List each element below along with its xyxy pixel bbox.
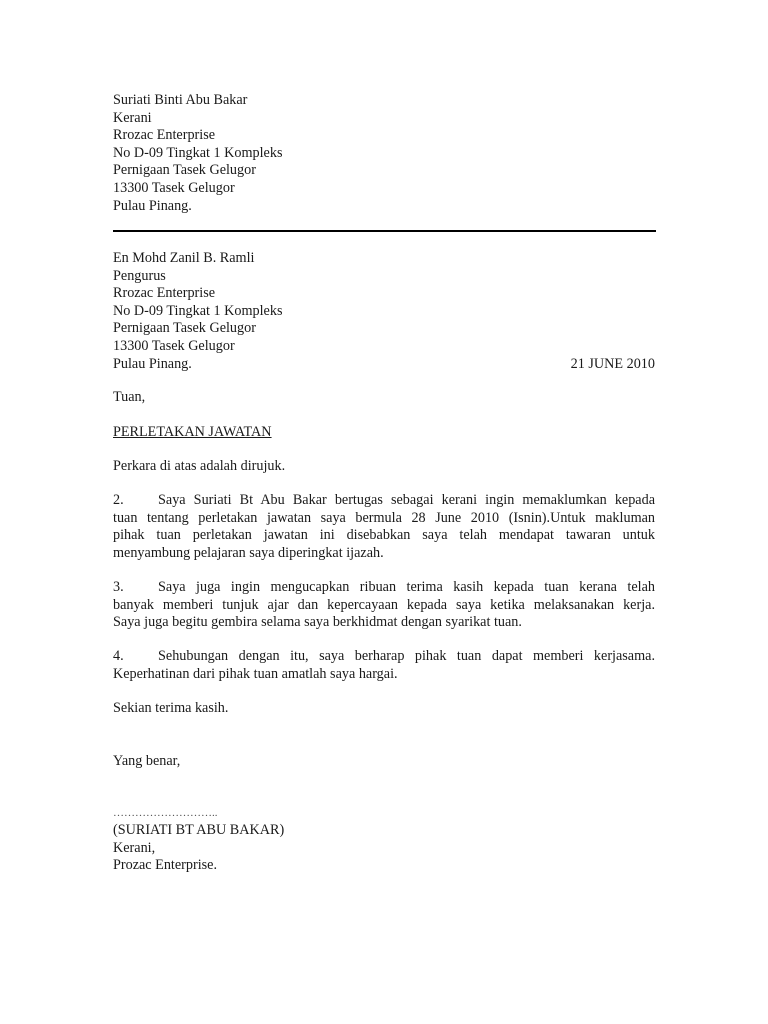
- paragraph-line: Sehubungan dengan itu, saya berharap pihak tuan dapat memberi kerjasama.: [158, 648, 655, 664]
- signatory-name: (SURIATI BT ABU BAKAR): [113, 822, 285, 838]
- paragraph-line: Saya juga begitu gembira selama saya berkhidmat dengan syarikat tuan.: [113, 614, 522, 631]
- signatory-position: Kerani,: [113, 839, 156, 856]
- paragraph-number: 4.: [113, 648, 124, 664]
- recipient-address-line: Pernigaan Tasek Gelugor: [113, 320, 256, 337]
- sender-address-line: Pulau Pinang.: [113, 197, 192, 214]
- recipient-address: [113, 250, 655, 373]
- recipient-company: Rrozac Enterprise: [113, 285, 216, 302]
- recipient-address-line: Pulau Pinang.: [113, 355, 192, 372]
- signoff: Yang benar,: [113, 753, 181, 769]
- horizontal-divider: [113, 230, 656, 232]
- sender-address: [113, 92, 655, 215]
- sender-address-line: No D-09 Tingkat 1 Kompleks: [113, 144, 283, 161]
- reference-line: Perkara di atas adalah dirujuk.: [113, 458, 286, 474]
- paragraph-line: tuan tentang perletakan jawatan saya bermula 28 June 2010 (Isnin).Untuk makluman: [113, 509, 655, 526]
- signatory-company: Prozac Enterprise.: [113, 857, 217, 874]
- paragraph-line: pihak tuan perletakan jawatan ini disebabkan saya telah mendapat tawaran untuk: [113, 527, 655, 544]
- recipient-name: En Mohd Zanil B. Ramli: [113, 250, 255, 266]
- letter-subject: PERLETAKAN JAWATAN: [113, 424, 272, 440]
- closing-line: Sekian terima kasih.: [113, 700, 229, 716]
- recipient-address-line: 13300 Tasek Gelugor: [113, 337, 235, 354]
- paragraph-line: banyak memberi tunjuk ajar dan kepercayaan kepada saya ketika melaksanakan kerja.: [113, 596, 655, 613]
- paragraph-line: Saya juga ingin mengucapkan ribuan terima kasih kepada tuan kerana telah: [158, 579, 655, 595]
- paragraph-line: Saya Suriati Bt Abu Bakar bertugas sebagai kerani ingin memaklumkan kepada: [158, 492, 655, 508]
- sender-position: Kerani: [113, 109, 152, 126]
- paragraph-number: 2.: [113, 492, 124, 508]
- letter-date: 21 JUNE 2010: [570, 355, 655, 372]
- sender-company: Rrozac Enterprise: [113, 127, 216, 144]
- sender-name: Suriati Binti Abu Bakar: [113, 92, 248, 108]
- signature-dots: ………………………..: [113, 807, 218, 819]
- recipient-address-line: No D-09 Tingkat 1 Kompleks: [113, 302, 283, 319]
- sender-address-line: Pernigaan Tasek Gelugor: [113, 162, 256, 179]
- paragraph-line: Keperhatinan dari pihak tuan amatlah saya hargai.: [113, 665, 398, 682]
- paragraph-line: menyambung pelajaran saya diperingkat ijazah.: [113, 544, 384, 561]
- recipient-last-line-row: [113, 356, 655, 374]
- body-paragraph-4: [113, 648, 655, 683]
- body-paragraph-3: [113, 579, 655, 632]
- paragraph-number: 3.: [113, 579, 124, 595]
- sender-address-line: 13300 Tasek Gelugor: [113, 179, 235, 196]
- signature-block: [113, 805, 655, 875]
- salutation: Tuan,: [113, 389, 146, 405]
- body-paragraph-2: [113, 492, 655, 562]
- recipient-position: Pengurus: [113, 267, 166, 284]
